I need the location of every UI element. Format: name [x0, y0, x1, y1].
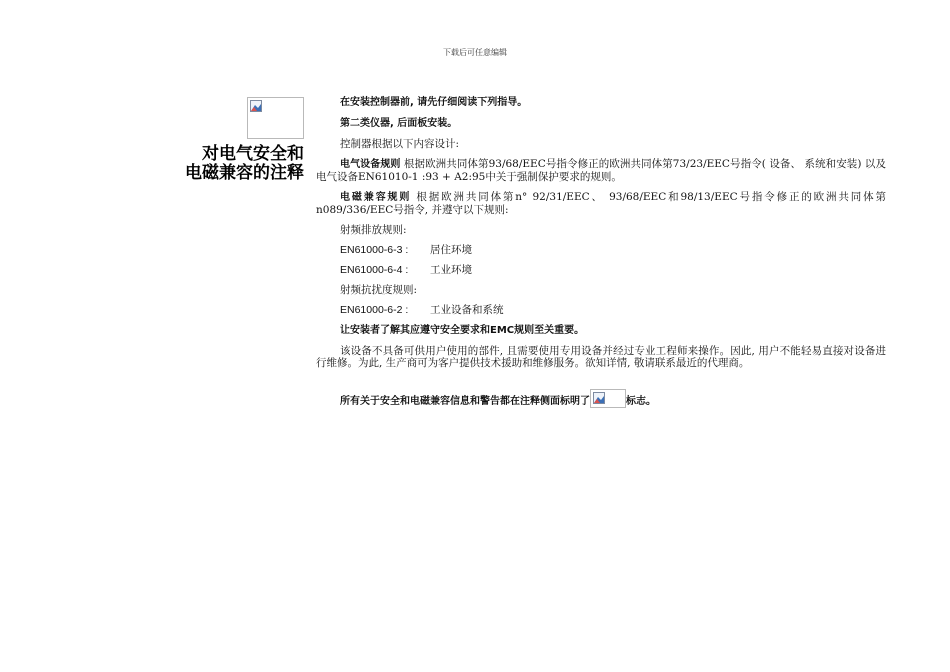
standard-desc: 工业设备和系统: [430, 304, 504, 316]
standard-row: [316, 264, 886, 276]
header-note: 下载后可任意编辑: [443, 48, 507, 57]
standard-row: [316, 244, 886, 256]
installer-note: 让安装者了解其应遵守安全要求和EMC规则至关重要。: [340, 325, 585, 336]
service-paragraph: 该设备不具备可供用户使用的部件, 且需要使用专用设备并经过专业工程师来操作。因此, 用户不能轻易直接对设备进行维修。为此, 生产商可为客户提供技术援助和维修服务。欲知详情, 敬请联系最近的代理商。: [316, 345, 886, 369]
standard-row: [316, 304, 886, 316]
electrical-rules-paragraph: [316, 158, 886, 183]
broken-image-icon: [590, 389, 626, 408]
broken-image-icon: [247, 97, 304, 139]
document-body: [316, 96, 886, 416]
standard-desc: 居住环境: [430, 244, 472, 256]
emc-rules-label: 电磁兼容规则: [340, 192, 412, 203]
emission-heading: 射频排放规则:: [340, 224, 407, 236]
standard-code: EN61000-6-2 :: [340, 304, 409, 316]
intro-instruction: 在安装控制器前, 请先仔细阅读下列指导。: [340, 97, 528, 108]
design-basis: 控制器根据以下内容设计:: [340, 138, 460, 150]
standard-desc: 工业环境: [430, 264, 472, 276]
immunity-heading: 射频抗扰度规则:: [340, 284, 418, 296]
final-note: 所有关于安全和电磁兼容信息和警告都在注释侧面标明了 标志。: [316, 389, 886, 408]
image-placeholder-glyph: [250, 100, 262, 112]
image-placeholder-glyph: [593, 392, 605, 404]
section-title-line-2: 电磁兼容的注释: [185, 163, 304, 183]
electrical-rules-text: 根据欧洲共同体第93/68/EEC号指令修正的欧洲共同体第73/23/EEC号指令( 设备、 系统和安装) 以及电气设备EN61010-1 :93 + A2:95中关于强制保护要求的规则。: [316, 158, 886, 183]
emc-rules-paragraph: [316, 191, 886, 216]
electrical-rules-label: 电气设备规则: [340, 159, 401, 170]
section-title: [185, 145, 304, 183]
emc-rules-text: 根据欧洲共同体第n° 92/31/EEC、 93/68/EEC和98/13/EEC号指令修正的欧洲共同体第n089/336/EEC号指令, 并遵守以下规则:: [316, 191, 886, 216]
standard-code: EN61000-6-4 :: [340, 264, 409, 276]
instrument-class: 第二类仪器, 后面板安装。: [340, 118, 458, 129]
standard-code: EN61000-6-3 :: [340, 244, 409, 256]
section-title-line-1: 对电气安全和: [202, 144, 304, 164]
